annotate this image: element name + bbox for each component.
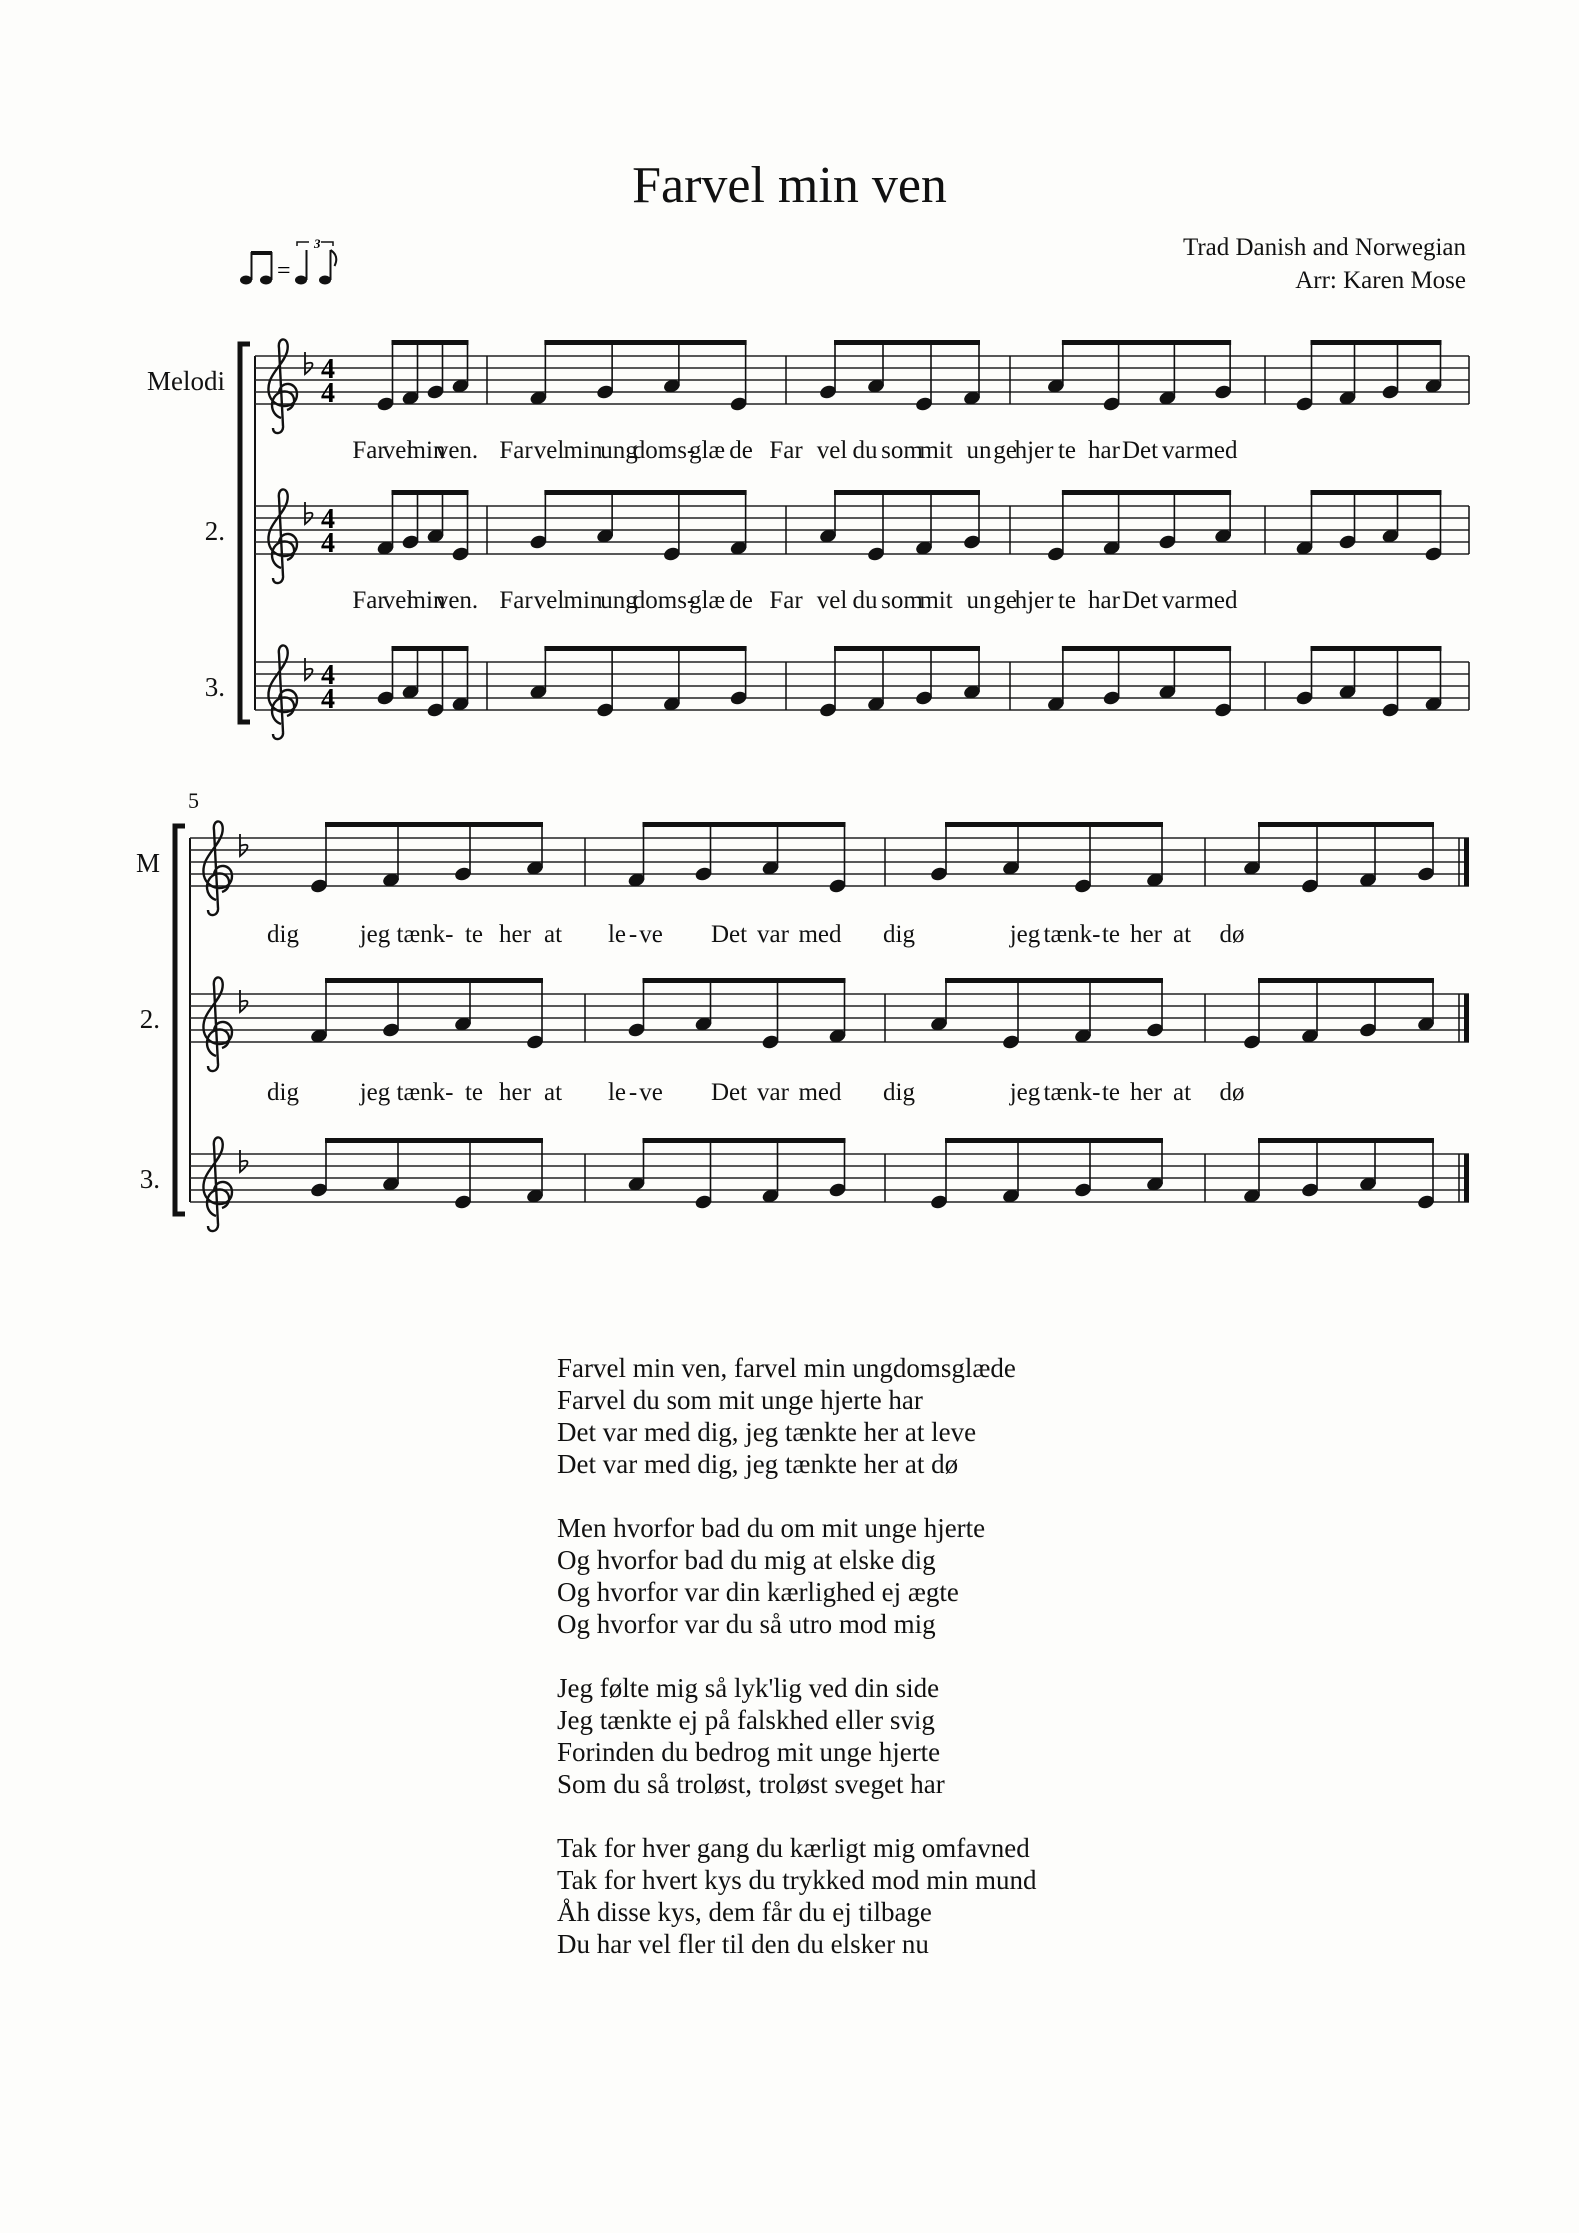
system-1 [240,339,1469,739]
lyric-syllable: har [1088,587,1120,614]
lyric-syllable: min [563,587,603,614]
lyric-syllable: Det [1121,587,1159,614]
lyric-syllable: som [881,437,923,464]
lyric-syllable: doms- [632,587,696,614]
lyric-syllable: dig [883,921,915,948]
lyric-syllable: un [966,587,992,614]
note-beam [945,822,1163,827]
note-beam [1062,646,1231,651]
composer-credit: Trad Danish and Norwegian [1182,234,1466,261]
verse-line: Og hvorfor var du så utro mod mig [557,1609,936,1639]
note-beam [1258,978,1434,983]
lyric-syllable: tænk- [396,1079,454,1106]
lyric-syllable: som [881,587,923,614]
treble-clef-icon [203,1137,232,1231]
lyric-syllable: un [966,437,992,464]
note-beam [834,490,980,495]
staff-3 [190,1137,1469,1231]
verse-line: Og hvorfor bad du mig at elske dig [557,1545,936,1575]
final-barline [1464,994,1469,1042]
lyric-syllable: mit [919,437,953,464]
lyric-syllable: vel [382,587,414,614]
staff-2 [255,489,1469,583]
lyric-syllable: du [852,437,878,464]
verse-line: Jeg følte mig så lyk'lig ved din side [557,1673,940,1703]
part-label: 3. [139,1164,160,1194]
lyric-syllable: dø [1219,921,1245,948]
system-bracket [240,344,250,722]
lyric-syllable: var [1162,587,1194,614]
verse-1 [557,1352,1037,1480]
treble-clef-icon [268,339,297,433]
note-beam [325,978,543,983]
lyric-syllable: her [499,1079,531,1106]
part-label: 2. [204,516,225,546]
note-beam [325,1138,543,1143]
lyric-syllable: te [1057,437,1077,464]
note-beam [1258,1138,1434,1143]
lyric-syllable: jeg [359,921,391,948]
system-2 [175,821,1469,1231]
lyric-syllable: ven. [435,437,479,464]
verse-line: Jeg tænkte ej på falskhed eller svig [557,1705,935,1735]
lyric-syllable: dø [1219,1079,1245,1106]
page-title: Farvel min ven [632,157,947,214]
lyric-syllable: tænk- [1043,1079,1101,1106]
lyric-syllable: tænk- [1043,921,1101,948]
lyric-syllable: ung [600,587,638,614]
lyric-syllable: le [607,921,627,948]
lyric-syllable: vel [533,587,565,614]
lyric-syllable: jeg [359,1079,391,1106]
staff-1 [255,339,1469,433]
equals-sign: = [277,258,291,284]
note-beam [1311,490,1442,495]
verse-4 [557,1832,1037,1960]
note-beam [643,1138,846,1143]
time-signature-top: 4 [321,504,335,535]
lyric-syllable: tænk- [396,921,454,948]
note-beam [643,822,846,827]
treble-clef-icon [268,489,297,583]
lyric-syllable: her [1130,1079,1162,1106]
lyric-syllable: var [757,1079,789,1106]
lyric-syllable: her [1130,921,1162,948]
lyric-syllable: ve [639,921,663,948]
verse-line: Du har vel fler til den du elsker nu [557,1929,929,1959]
lyric-syllable: her [499,921,531,948]
verse-line: Farvel min ven, farvel min ungdomsglæde [557,1353,1016,1383]
lyric-syllable: Det [710,921,748,948]
lyric-syllable: min [563,437,603,464]
part-label: 3. [204,672,225,702]
lyric-syllable: ung [600,437,638,464]
triplet-number: 3 [314,238,321,251]
note-beam [834,646,980,651]
note-beam [392,490,469,495]
staff-3 [255,645,1469,739]
time-signature-bottom: 4 [321,528,335,559]
lyric-syllable: vel [533,437,565,464]
lyric-syllable: dig [267,921,299,948]
lyric-syllable: vel [816,437,848,464]
lyric-syllable: du [852,587,878,614]
note-beam [544,646,746,651]
verse-2 [557,1512,1037,1640]
lyric-syllable: te [464,1079,484,1106]
lyric-syllable: te [1057,587,1077,614]
verse-line: Det var med dig, jeg tænkte her at leve [557,1417,977,1447]
lyric-syllable: ven. [435,587,479,614]
lyric-syllable: vel [382,437,414,464]
verses [557,1352,1037,1992]
note-beam [834,340,980,345]
lyric-syllable: - [628,921,638,948]
lyric-syllable: var [757,921,789,948]
lyric-syllable: glæ [688,437,726,464]
note-beam [1311,340,1442,345]
lyric-syllable: min [406,587,446,614]
lyric-syllable: med [1194,587,1238,614]
note-beam [945,1138,1163,1143]
lyric-syllable: te [1101,1079,1121,1106]
staff-2 [190,977,1469,1071]
lyric-syllable: dig [883,1079,915,1106]
treble-clef-icon [268,645,297,739]
part-label: M [135,848,160,878]
treble-clef-icon [203,977,232,1071]
lyric-syllable: min [406,437,446,464]
note-beam [1311,646,1442,651]
staff-1 [190,821,1469,915]
lyric-syllable: at [543,1079,563,1106]
lyric-syllable: Far [499,587,533,614]
lyric-syllable: at [1172,921,1192,948]
lyric-syllable: doms- [632,437,696,464]
note-beam [643,978,846,983]
treble-clef-icon [203,821,232,915]
verse-3 [557,1672,1037,1800]
note-beam [1062,490,1231,495]
lyric-syllable: med [1194,437,1238,464]
time-signature-top: 4 [321,354,335,385]
lyric-syllable: har [1088,437,1120,464]
lyric-syllable: te [1101,921,1121,948]
lyric-syllable: jeg [1009,1079,1041,1106]
lyric-syllable: Det [710,1079,748,1106]
lyric-syllable: de [729,437,753,464]
note-beam [325,822,543,827]
lyric-syllable: hjer [1014,587,1054,614]
verse-line: Og hvorfor var din kærlighed ej ægte [557,1577,959,1607]
lyric-syllable: Far [499,437,533,464]
verse-line: Men hvorfor bad du om mit unge hjerte [557,1513,986,1543]
lyric-syllable: jeg [1009,921,1041,948]
time-signature-bottom: 4 [321,378,335,409]
note-beam [544,490,746,495]
final-barline [1464,1154,1469,1202]
note-beam [1258,822,1434,827]
part-label: Melodi [147,366,225,396]
note-beam [544,340,746,345]
lyric-syllable: Far [769,437,803,464]
lyric-syllable: ve [639,1079,663,1106]
verse-line: Tak for hver gang du kærligt mig omfavned [557,1833,1030,1863]
measure-number: 5 [188,788,199,813]
lyric-syllable: te [464,921,484,948]
lyric-syllable: var [1162,437,1194,464]
part-label: 2. [139,1004,160,1034]
note-beam [945,978,1163,983]
verse-line: Forinden du bedrog mit unge hjerte [557,1737,941,1767]
lyric-syllable: Far [769,587,803,614]
lyric-syllable: le [607,1079,627,1106]
lyric-syllable: de [729,587,753,614]
lyric-syllable: - [628,1079,638,1106]
verse-line: Som du så troløst, troløst sveget har [557,1769,945,1799]
lyric-syllable: at [543,921,563,948]
verse-line: Åh disse kys, dem får du ej tilbage [557,1897,932,1927]
note-beam [392,340,469,345]
verse-line: Det var med dig, jeg tænkte her at dø [557,1449,959,1479]
lyric-syllable: at [1172,1079,1192,1106]
arranger-credit: Arr: Karen Mose [1295,267,1466,294]
time-signature-top: 4 [321,660,335,691]
lyric-syllable: glæ [688,587,726,614]
lyric-syllable: Far [352,587,386,614]
lyric-syllable: Far [352,437,386,464]
verse-line: Tak for hvert kys du trykked mod min mund [557,1865,1037,1895]
lyric-syllable: vel [816,587,848,614]
lyric-syllable: mit [919,587,953,614]
verse-line: Farvel du som mit unge hjerte har [557,1385,923,1415]
note-beam [1062,340,1231,345]
lyric-syllable: ge [993,587,1017,614]
lyric-syllable: med [798,1079,842,1106]
final-barline [1464,838,1469,886]
lyric-syllable: Det [1121,437,1159,464]
note-beam [392,646,469,651]
lyric-syllable: med [798,921,842,948]
time-signature-bottom: 4 [321,684,335,715]
system-bracket [175,826,185,1214]
lyric-syllable: ge [993,437,1017,464]
lyric-syllable: hjer [1014,437,1054,464]
lyric-syllable: dig [267,1079,299,1106]
